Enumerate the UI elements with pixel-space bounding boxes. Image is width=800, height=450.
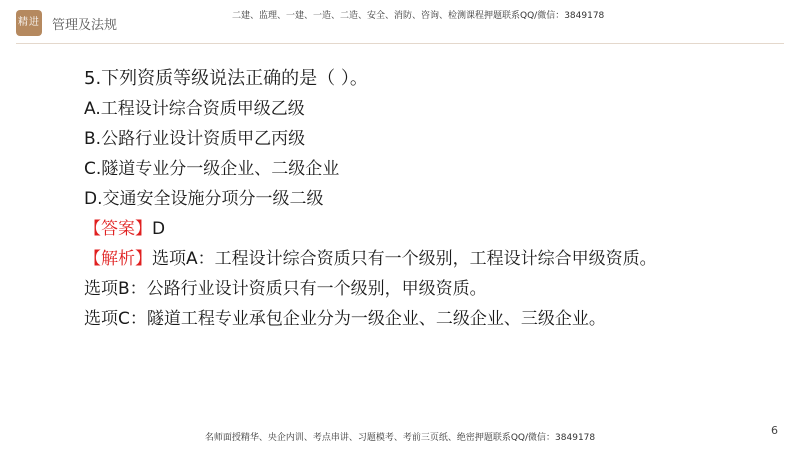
analysis-line-c: 选项C：隧道工程专业承包企业分为一级企业、二级企业、三级企业。 bbox=[84, 309, 606, 329]
analysis-label: 【解析】 bbox=[84, 249, 152, 269]
page-number: 6 bbox=[771, 424, 778, 437]
option-a: A.工程设计综合资质甲级乙级 bbox=[84, 99, 305, 119]
analysis-line-a bbox=[84, 244, 774, 274]
answer-value: D bbox=[152, 219, 166, 239]
header-contact-text: 二建、监理、一建、一造、二造、安全、消防、咨询、检测课程押题联系QQ/微信：3849178 bbox=[232, 11, 605, 21]
question-block bbox=[84, 64, 774, 334]
analysis-text-a: 选项A：工程设计综合资质只有一个级别，工程设计综合甲级资质。 bbox=[152, 249, 657, 269]
option-b: B.公路行业设计资质甲乙丙级 bbox=[84, 129, 306, 149]
brand-logo: 精进 bbox=[16, 10, 42, 36]
option-c: C.隧道专业分一级企业、二级企业 bbox=[84, 159, 340, 179]
analysis-line-b: 选项B：公路行业设计资质只有一个级别，甲级资质。 bbox=[84, 279, 487, 299]
option-d: D.交通安全设施分项分一级二级 bbox=[84, 189, 324, 209]
answer-line bbox=[84, 214, 774, 244]
footer-contact-text: 名师面授精华、央企内训、考点串讲、习题模考、考前三页纸、绝密押题联系QQ/微信：3849178 bbox=[204, 433, 596, 443]
course-subject: 管理及法规 bbox=[52, 18, 118, 33]
question-stem: 5.下列资质等级说法正确的是（ ）。 bbox=[84, 68, 368, 89]
answer-label: 【答案】 bbox=[84, 219, 152, 239]
header-divider bbox=[16, 43, 784, 44]
